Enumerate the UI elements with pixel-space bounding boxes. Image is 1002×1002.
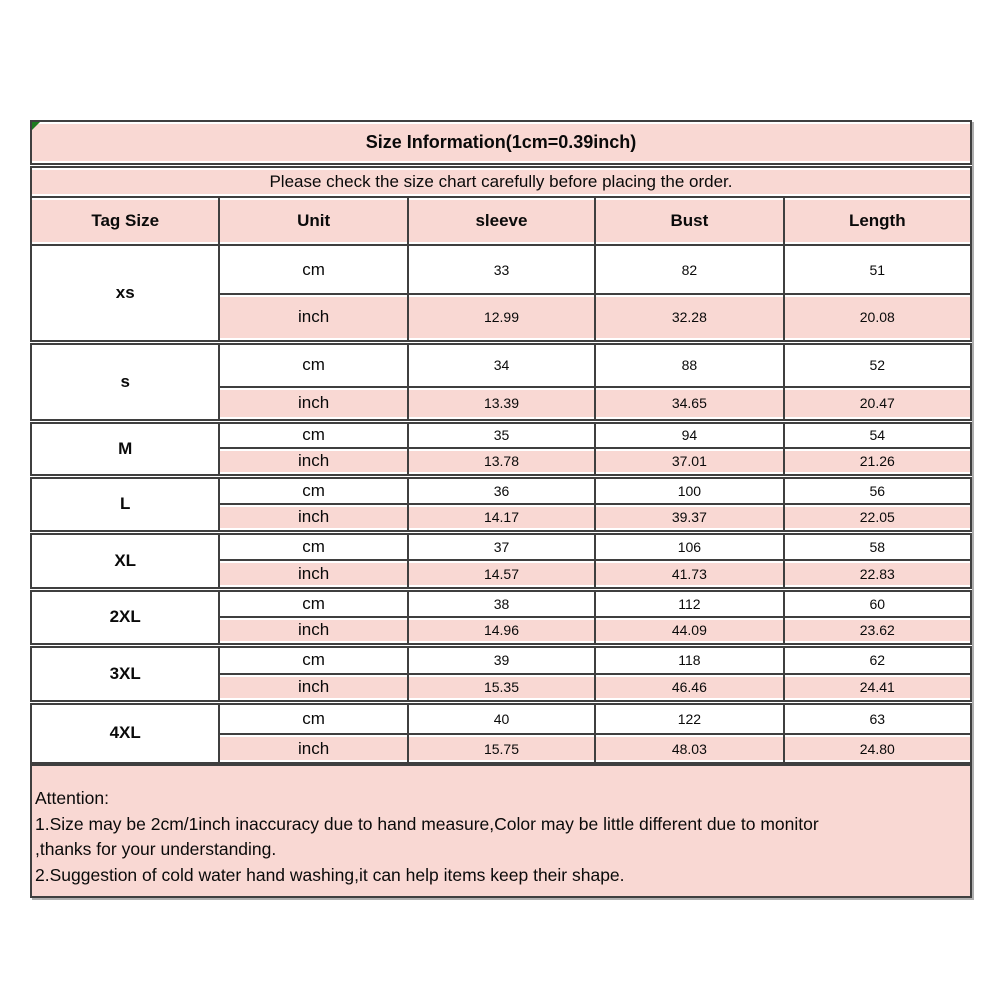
value-M-inch-sleeve: 13.78 [408, 448, 595, 476]
value-s-inch-bust: 34.65 [595, 387, 783, 421]
size-row-M-cm [31, 421, 971, 448]
tag-size-4XL: 4XL [31, 702, 219, 763]
value-3XL-cm-length: 62 [784, 645, 971, 674]
unit-label-3XL-cm: cm [219, 645, 407, 674]
value-s-inch-length: 20.47 [784, 387, 971, 421]
attention-box [30, 764, 972, 898]
value-L-cm-length: 56 [784, 476, 971, 504]
size-row-s-cm [31, 342, 971, 387]
value-L-cm-sleeve: 36 [408, 476, 595, 504]
value-4XL-cm-length: 63 [784, 702, 971, 734]
unit-label-4XL-inch: inch [219, 734, 407, 763]
title-row [31, 121, 971, 165]
tag-size-L: L [31, 476, 219, 532]
value-s-cm-bust: 88 [595, 342, 783, 387]
size-table [30, 120, 972, 764]
excel-corner-marker-icon [32, 122, 40, 130]
value-xs-inch-length: 20.08 [784, 294, 971, 342]
value-xs-cm-length: 51 [784, 245, 971, 294]
unit-label-XL-inch: inch [219, 560, 407, 589]
size-row-L-cm [31, 476, 971, 504]
value-s-cm-length: 52 [784, 342, 971, 387]
value-M-inch-length: 21.26 [784, 448, 971, 476]
unit-label-2XL-cm: cm [219, 589, 407, 617]
value-2XL-inch-bust: 44.09 [595, 617, 783, 645]
size-row-xs-cm [31, 245, 971, 294]
column-header-bust: Bust [595, 197, 783, 245]
value-L-inch-bust: 39.37 [595, 504, 783, 532]
value-L-inch-length: 22.05 [784, 504, 971, 532]
value-XL-inch-length: 22.83 [784, 560, 971, 589]
value-4XL-inch-sleeve: 15.75 [408, 734, 595, 763]
tag-size-s: s [31, 342, 219, 421]
table-title: Size Information(1cm=0.39inch) [31, 121, 971, 165]
table-subtitle: Please check the size chart carefully before placing the order. [31, 165, 971, 197]
value-4XL-cm-sleeve: 40 [408, 702, 595, 734]
value-XL-inch-sleeve: 14.57 [408, 560, 595, 589]
value-xs-inch-bust: 32.28 [595, 294, 783, 342]
value-2XL-cm-length: 60 [784, 589, 971, 617]
column-header-sleeve: sleeve [408, 197, 595, 245]
unit-label-M-inch: inch [219, 448, 407, 476]
value-2XL-inch-length: 23.62 [784, 617, 971, 645]
size-row-2XL-cm [31, 589, 971, 617]
value-L-inch-sleeve: 14.17 [408, 504, 595, 532]
value-XL-cm-bust: 106 [595, 532, 783, 560]
tag-size-3XL: 3XL [31, 645, 219, 702]
value-2XL-inch-sleeve: 14.96 [408, 617, 595, 645]
value-XL-cm-length: 58 [784, 532, 971, 560]
attention-line-3: 2.Suggestion of cold water hand washing,it can help items keep their shape. [35, 864, 625, 885]
column-header-length: Length [784, 197, 971, 245]
unit-label-M-cm: cm [219, 421, 407, 448]
column-header-unit: Unit [219, 197, 407, 245]
value-M-inch-bust: 37.01 [595, 448, 783, 476]
unit-label-s-inch: inch [219, 387, 407, 421]
value-L-cm-bust: 100 [595, 476, 783, 504]
size-chart-sheet [30, 120, 972, 898]
unit-label-3XL-inch: inch [219, 674, 407, 702]
attention-line-2: ,thanks for your understanding. [35, 839, 277, 859]
value-4XL-inch-length: 24.80 [784, 734, 971, 763]
subtitle-row [31, 165, 971, 197]
value-4XL-inch-bust: 48.03 [595, 734, 783, 763]
unit-label-4XL-cm: cm [219, 702, 407, 734]
unit-label-xs-inch: inch [219, 294, 407, 342]
size-row-3XL-cm [31, 645, 971, 674]
unit-label-xs-cm: cm [219, 245, 407, 294]
value-2XL-cm-bust: 112 [595, 589, 783, 617]
unit-label-2XL-inch: inch [219, 617, 407, 645]
unit-label-XL-cm: cm [219, 532, 407, 560]
value-4XL-cm-bust: 122 [595, 702, 783, 734]
tag-size-XL: XL [31, 532, 219, 589]
value-xs-cm-bust: 82 [595, 245, 783, 294]
value-s-inch-sleeve: 13.39 [408, 387, 595, 421]
value-XL-cm-sleeve: 37 [408, 532, 595, 560]
value-M-cm-length: 54 [784, 421, 971, 448]
size-row-4XL-cm [31, 702, 971, 734]
value-M-cm-sleeve: 35 [408, 421, 595, 448]
size-row-XL-cm [31, 532, 971, 560]
attention-line-1: 1.Size may be 2cm/1inch inaccuracy due to hand measure,Color may be little different due to monitor [35, 813, 819, 834]
value-M-cm-bust: 94 [595, 421, 783, 448]
tag-size-M: M [31, 421, 219, 476]
unit-label-L-cm: cm [219, 476, 407, 504]
value-s-cm-sleeve: 34 [408, 342, 595, 387]
unit-label-s-cm: cm [219, 342, 407, 387]
value-2XL-cm-sleeve: 38 [408, 589, 595, 617]
value-3XL-cm-sleeve: 39 [408, 645, 595, 674]
tag-size-xs: xs [31, 245, 219, 342]
unit-label-L-inch: inch [219, 504, 407, 532]
tag-size-2XL: 2XL [31, 589, 219, 645]
value-3XL-inch-sleeve: 15.35 [408, 674, 595, 702]
value-3XL-inch-bust: 46.46 [595, 674, 783, 702]
value-3XL-cm-bust: 118 [595, 645, 783, 674]
value-XL-inch-bust: 41.73 [595, 560, 783, 589]
value-3XL-inch-length: 24.41 [784, 674, 971, 702]
value-xs-inch-sleeve: 12.99 [408, 294, 595, 342]
attention-heading: Attention: [35, 788, 109, 808]
value-xs-cm-sleeve: 33 [408, 245, 595, 294]
column-header-tag-size: Tag Size [31, 197, 219, 245]
column-header-row [31, 197, 971, 245]
